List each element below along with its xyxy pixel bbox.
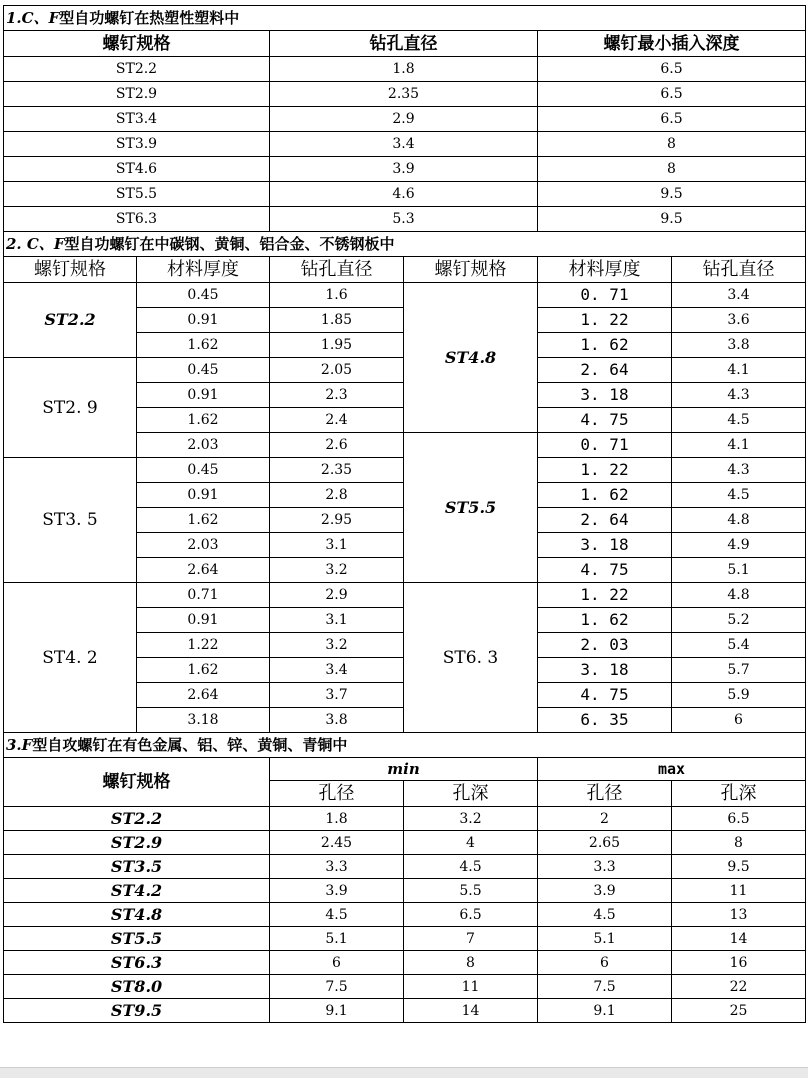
section-2-right-thickness: 6. 35 xyxy=(538,708,672,733)
section-2-right-diameter: 4.5 xyxy=(672,408,806,433)
section-3-cell: 6 xyxy=(538,951,672,975)
section-2-left-diameter: 3.2 xyxy=(270,558,404,583)
section-2-right-diameter: 4.8 xyxy=(672,508,806,533)
section-1-header: 钻孔直径 xyxy=(270,31,538,57)
section-2-left-diameter: 2.3 xyxy=(270,383,404,408)
section-2-right-thickness: 1. 22 xyxy=(538,458,672,483)
section-1-cell: 2.9 xyxy=(270,107,538,132)
section-3-cell: 14 xyxy=(404,999,538,1023)
section-2-right-thickness: 4. 75 xyxy=(538,558,672,583)
section-2-right-thickness: 0. 71 xyxy=(538,283,672,308)
section-3-cell: 5.5 xyxy=(404,879,538,903)
section-2-left-thickness: 1.62 xyxy=(137,658,270,683)
section-2-right-thickness: 3. 18 xyxy=(538,533,672,558)
section-3-sub-header: 孔径 xyxy=(538,781,672,807)
section-3-cell: 5.1 xyxy=(538,927,672,951)
section-2-left-spec: ST2. 9 xyxy=(4,358,137,458)
section-2-right-diameter: 3.6 xyxy=(672,308,806,333)
section-3-cell: 2.65 xyxy=(538,831,672,855)
section-2-left-thickness: 1.62 xyxy=(137,508,270,533)
section-2-right-thickness: 1. 22 xyxy=(538,308,672,333)
section-2-right-thickness: 1. 62 xyxy=(538,483,672,508)
section-1-cell: 6.5 xyxy=(538,57,806,82)
section-3-cell: 11 xyxy=(404,975,538,999)
section-2-right-spec: ST4.8 xyxy=(404,283,538,433)
section-2-right-diameter: 5.2 xyxy=(672,608,806,633)
section-2-left-diameter: 3.1 xyxy=(270,533,404,558)
window-bottom-bar xyxy=(0,1067,808,1078)
section-3-cell: 4.5 xyxy=(404,855,538,879)
section-2-left-diameter: 2.8 xyxy=(270,483,404,508)
section-1-cell: 8 xyxy=(538,157,806,182)
section-3-cell: 9.1 xyxy=(270,999,404,1023)
section-3-cell: 6.5 xyxy=(404,903,538,927)
section-1-cell: 9.5 xyxy=(538,182,806,207)
section-3-cell: 9.5 xyxy=(672,855,806,879)
section-2-right-diameter: 3.4 xyxy=(672,283,806,308)
section-3-cell: 7 xyxy=(404,927,538,951)
section-2-right-diameter: 5.9 xyxy=(672,683,806,708)
section-number: 1.C、F xyxy=(6,9,60,27)
section-2-left-thickness: 2.64 xyxy=(137,683,270,708)
spec-table xyxy=(3,5,806,1023)
section-2-left-thickness: 0.91 xyxy=(137,383,270,408)
section-2-left-thickness: 1.62 xyxy=(137,408,270,433)
section-3-spec: ST5.5 xyxy=(4,927,270,951)
section-1-header: 螺钉最小插入深度 xyxy=(538,31,806,57)
section-2-right-diameter: 5.4 xyxy=(672,633,806,658)
section-1-header: 螺钉规格 xyxy=(4,31,270,57)
section-title-text: 型自功螺钉在中碳钢、黄铜、铝合金、不锈钢板中 xyxy=(64,235,395,253)
section-2-right-thickness: 0. 71 xyxy=(538,433,672,458)
section-3-cell: 3.9 xyxy=(270,879,404,903)
section-2-left-thickness: 2.03 xyxy=(137,533,270,558)
section-2-left-diameter: 3.4 xyxy=(270,658,404,683)
section-2-left-diameter: 2.6 xyxy=(270,433,404,458)
section-3-cell: 2 xyxy=(538,807,672,831)
section-2-left-diameter: 2.9 xyxy=(270,583,404,608)
section-2-right-diameter: 4.1 xyxy=(672,433,806,458)
section-2-right-thickness: 4. 75 xyxy=(538,683,672,708)
section-2-right-diameter: 4.1 xyxy=(672,358,806,383)
section-number: 2. C、F xyxy=(6,235,65,253)
section-2-left-diameter: 2.4 xyxy=(270,408,404,433)
section-3-spec: ST2.9 xyxy=(4,831,270,855)
section-3-cell: 14 xyxy=(672,927,806,951)
section-2-right-spec: ST6. 3 xyxy=(404,583,538,733)
section-1-cell: 6.5 xyxy=(538,82,806,107)
section-2-right-diameter: 5.7 xyxy=(672,658,806,683)
section-3-cell: 4.5 xyxy=(270,903,404,927)
section-2-header: 材料厚度 xyxy=(538,257,672,283)
section-2-left-diameter: 2.05 xyxy=(270,358,404,383)
section-2-left-thickness: 0.45 xyxy=(137,358,270,383)
section-1-cell: 5.3 xyxy=(270,207,538,232)
section-3-cell: 3.9 xyxy=(538,879,672,903)
section-3-sub-header: 孔深 xyxy=(404,781,538,807)
section-2-right-diameter: 4.9 xyxy=(672,533,806,558)
section-3-max-header: max xyxy=(538,758,806,781)
section-3-cell: 9.1 xyxy=(538,999,672,1023)
section-2-right-diameter: 4.5 xyxy=(672,483,806,508)
section-3-cell: 4 xyxy=(404,831,538,855)
section-2-left-thickness: 0.91 xyxy=(137,308,270,333)
section-2-left-spec: ST2.2 xyxy=(4,283,137,358)
section-3-min-header: min xyxy=(270,758,538,781)
screw-spec-document xyxy=(3,5,805,1023)
section-3-spec-header: 螺钉规格 xyxy=(4,758,270,807)
section-2-left-diameter: 3.1 xyxy=(270,608,404,633)
section-1-cell: 4.6 xyxy=(270,182,538,207)
section-1-cell: ST2.9 xyxy=(4,82,270,107)
section-2-left-thickness: 1.22 xyxy=(137,633,270,658)
section-1-cell: ST3.4 xyxy=(4,107,270,132)
section-2-right-thickness: 4. 75 xyxy=(538,408,672,433)
section-2-left-diameter: 3.7 xyxy=(270,683,404,708)
section-3-cell: 22 xyxy=(672,975,806,999)
section-2-right-thickness: 1. 62 xyxy=(538,608,672,633)
section-1-cell: 1.8 xyxy=(270,57,538,82)
section-2-left-thickness: 2.64 xyxy=(137,558,270,583)
section-2-left-thickness: 1.62 xyxy=(137,333,270,358)
section-3-sub-header: 孔径 xyxy=(270,781,404,807)
section-3-cell: 7.5 xyxy=(538,975,672,999)
section-3-cell: 8 xyxy=(404,951,538,975)
section-2-title xyxy=(4,232,806,257)
section-2-left-diameter: 1.85 xyxy=(270,308,404,333)
section-2-right-thickness: 3. 18 xyxy=(538,658,672,683)
spec-table-body xyxy=(4,6,806,1023)
section-2-header: 钻孔直径 xyxy=(270,257,404,283)
section-3-cell: 13 xyxy=(672,903,806,927)
section-1-cell: 3.9 xyxy=(270,157,538,182)
section-3-cell: 3.2 xyxy=(404,807,538,831)
section-2-left-thickness: 3.18 xyxy=(137,708,270,733)
section-3-spec: ST4.2 xyxy=(4,879,270,903)
section-2-right-diameter: 4.8 xyxy=(672,583,806,608)
section-2-right-diameter: 4.3 xyxy=(672,458,806,483)
section-3-cell: 11 xyxy=(672,879,806,903)
section-3-title xyxy=(4,733,806,758)
section-2-right-diameter: 4.3 xyxy=(672,383,806,408)
section-2-left-thickness: 0.45 xyxy=(137,283,270,308)
section-1-cell: ST6.3 xyxy=(4,207,270,232)
section-3-cell: 3.3 xyxy=(270,855,404,879)
section-3-cell: 8 xyxy=(672,831,806,855)
section-2-right-diameter: 6 xyxy=(672,708,806,733)
section-2-right-thickness: 1. 22 xyxy=(538,583,672,608)
section-2-header: 螺钉规格 xyxy=(4,257,137,283)
section-1-cell: ST2.2 xyxy=(4,57,270,82)
section-3-cell: 4.5 xyxy=(538,903,672,927)
section-2-left-diameter: 1.6 xyxy=(270,283,404,308)
section-2-right-diameter: 3.8 xyxy=(672,333,806,358)
section-1-cell: ST4.6 xyxy=(4,157,270,182)
section-2-header: 钻孔直径 xyxy=(672,257,806,283)
section-2-left-thickness: 0.91 xyxy=(137,608,270,633)
section-2-right-thickness: 2. 64 xyxy=(538,358,672,383)
section-3-cell: 16 xyxy=(672,951,806,975)
section-3-cell: 6.5 xyxy=(672,807,806,831)
section-2-right-spec: ST5.5 xyxy=(404,433,538,583)
section-3-cell: 2.45 xyxy=(270,831,404,855)
section-3-cell: 3.3 xyxy=(538,855,672,879)
section-2-left-thickness: 2.03 xyxy=(137,433,270,458)
section-2-left-thickness: 0.71 xyxy=(137,583,270,608)
section-2-left-thickness: 0.91 xyxy=(137,483,270,508)
section-1-title xyxy=(4,6,806,31)
section-3-cell: 7.5 xyxy=(270,975,404,999)
section-3-cell: 5.1 xyxy=(270,927,404,951)
section-3-cell: 1.8 xyxy=(270,807,404,831)
section-3-spec: ST8.0 xyxy=(4,975,270,999)
section-number: 3.F xyxy=(6,736,33,754)
section-1-cell: 6.5 xyxy=(538,107,806,132)
section-2-right-diameter: 5.1 xyxy=(672,558,806,583)
section-3-sub-header: 孔深 xyxy=(672,781,806,807)
section-2-left-spec: ST4. 2 xyxy=(4,583,137,733)
section-1-cell: 3.4 xyxy=(270,132,538,157)
section-2-right-thickness: 2. 64 xyxy=(538,508,672,533)
section-2-left-thickness: 0.45 xyxy=(137,458,270,483)
section-1-cell: 2.35 xyxy=(270,82,538,107)
section-1-cell: 9.5 xyxy=(538,207,806,232)
section-2-left-diameter: 2.35 xyxy=(270,458,404,483)
section-title-text: 型自功螺钉在热塑性塑料中 xyxy=(59,9,240,27)
section-2-right-thickness: 3. 18 xyxy=(538,383,672,408)
section-3-spec: ST9.5 xyxy=(4,999,270,1023)
section-2-header: 螺钉规格 xyxy=(404,257,538,283)
section-3-cell: 25 xyxy=(672,999,806,1023)
section-3-spec: ST4.8 xyxy=(4,903,270,927)
section-1-cell: ST3.9 xyxy=(4,132,270,157)
section-1-cell: 8 xyxy=(538,132,806,157)
section-2-left-diameter: 1.95 xyxy=(270,333,404,358)
section-2-header: 材料厚度 xyxy=(137,257,270,283)
section-2-right-thickness: 2. 03 xyxy=(538,633,672,658)
section-3-cell: 6 xyxy=(270,951,404,975)
section-2-left-diameter: 3.8 xyxy=(270,708,404,733)
section-2-left-diameter: 2.95 xyxy=(270,508,404,533)
section-2-left-diameter: 3.2 xyxy=(270,633,404,658)
section-3-spec: ST6.3 xyxy=(4,951,270,975)
section-2-right-thickness: 1. 62 xyxy=(538,333,672,358)
section-title-text: 型自攻螺钉在有色金属、铝、锌、黄铜、青铜中 xyxy=(32,736,348,754)
section-1-cell: ST5.5 xyxy=(4,182,270,207)
section-2-left-spec: ST3. 5 xyxy=(4,458,137,583)
section-3-spec: ST3.5 xyxy=(4,855,270,879)
section-3-spec: ST2.2 xyxy=(4,807,270,831)
